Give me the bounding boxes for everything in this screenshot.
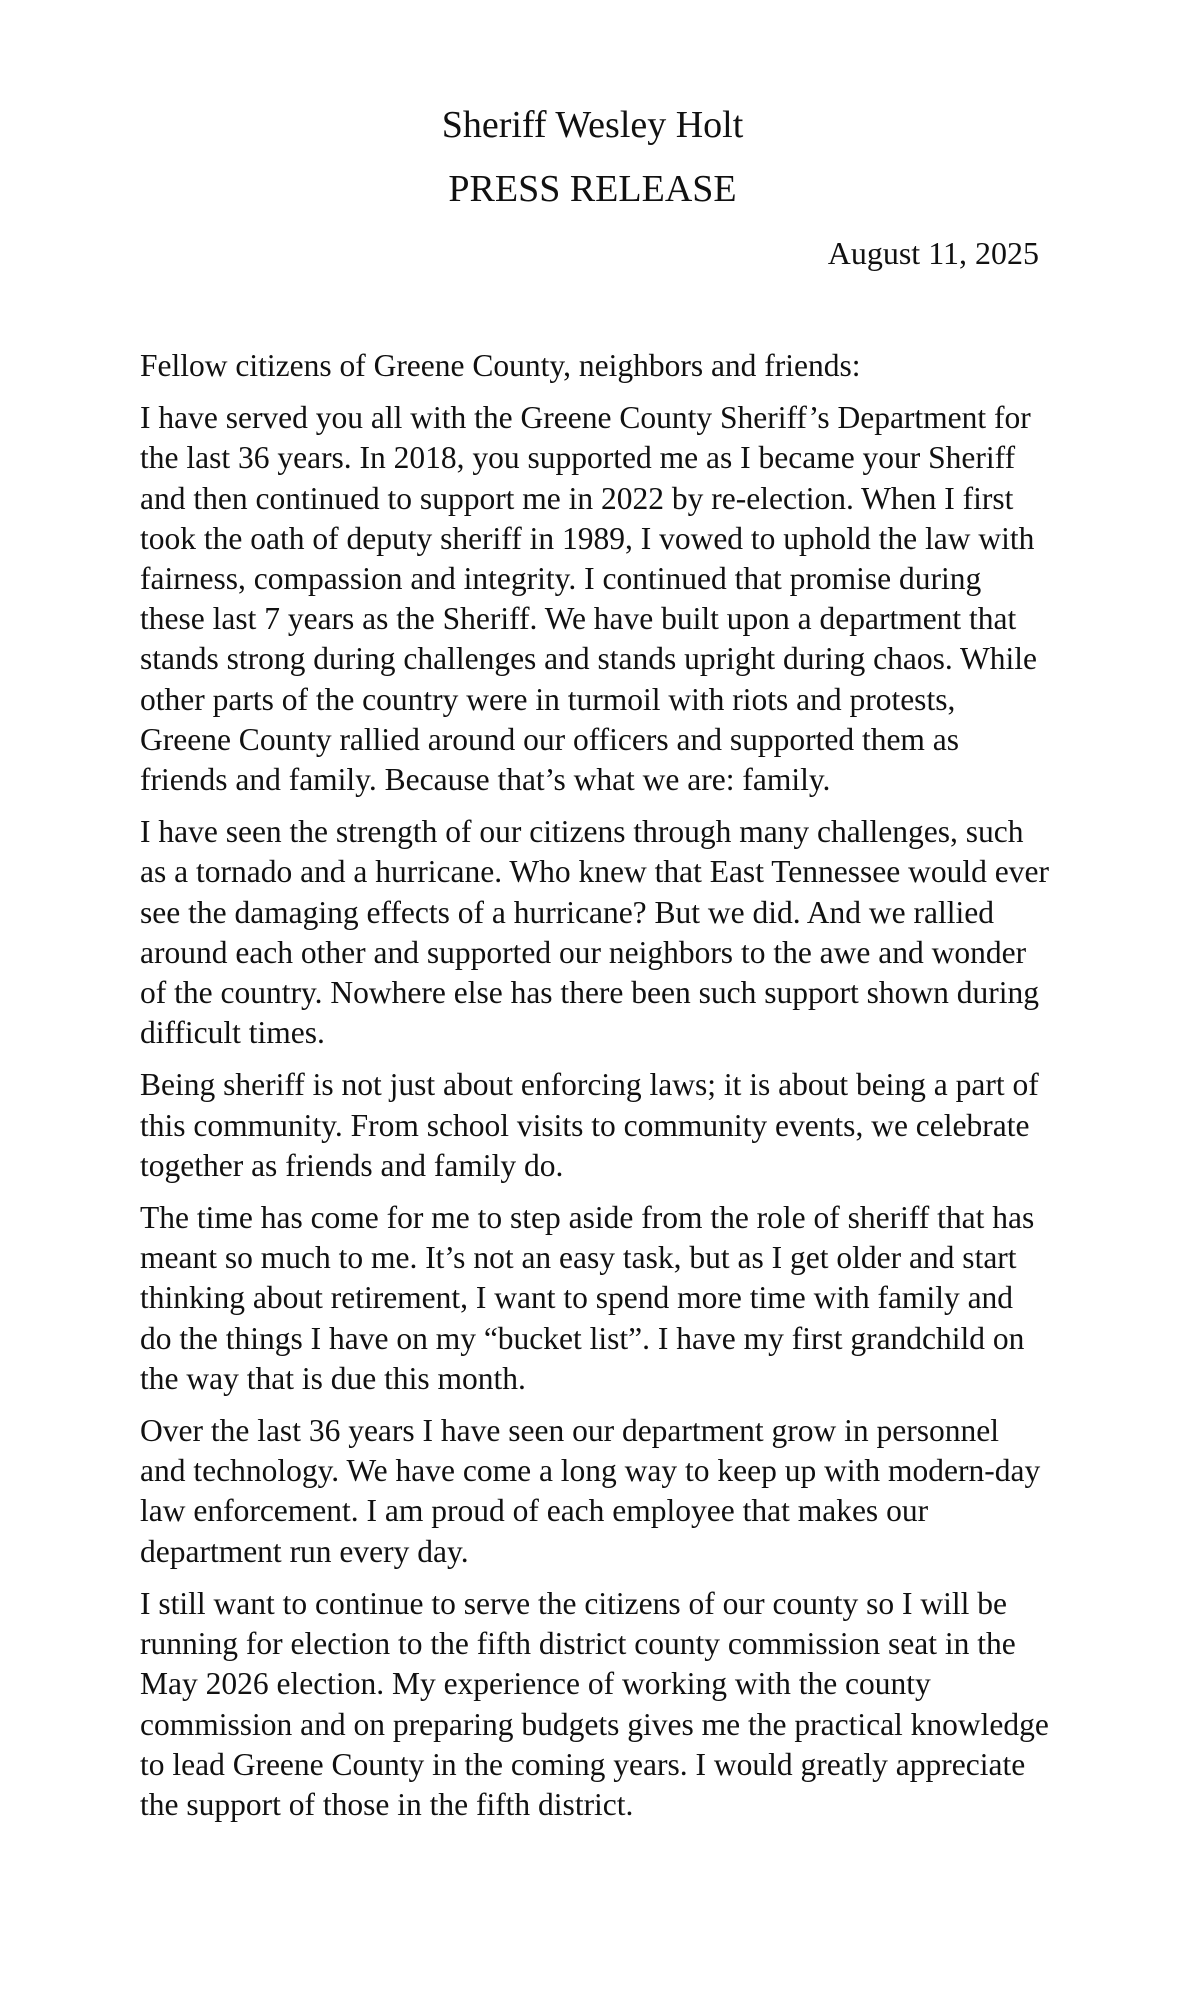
body-paragraph: I have served you all with the Greene County Sheriff’s Department for the last 36 years. In 2018, you supported me as I became your Sheriff and then continued to support me in 2022 by re-election. When I first took the oath of deputy sheriff in 1989, I vowed to uphold the law with fairness, compassion and integrity. I continued that promise during these last 7 years as the Sheriff. We have built upon a department that stands strong during challenges and stands upright during chaos. While other parts of the country were in turmoil with riots and protests, Greene County rallied around our officers and supported them as friends and family. Because that’s what we are: family. (140, 400, 1038, 798)
release-date: August 11, 2025 (827, 235, 1039, 271)
salutation: Fellow citizens of Greene County, neighbors and friends: (140, 348, 861, 383)
body-paragraph: I still want to continue to serve the citizens of our county so I will be running for election to the fifth district county commission seat in the May 2026 election. My experience of working with the county commission and on preparing budgets gives me the practical knowledge to lead Greene County in the coming years. I would greatly appreciate the support of those in the fifth district. (140, 1585, 1049, 1822)
sheriff-name: Sheriff Wesley Holt (441, 104, 744, 146)
body-paragraph: I have seen the strength of our citizens through many challenges, such as a tornado and a hurricane. Who knew that East Tennessee would ever see the damaging effects of a hurricane? But we did. And we rallied around each other and supported our neighbors to the awe and wonder of the country. Nowhere else has there been such support shown during difficult times. (140, 814, 1049, 1051)
body-paragraph: Over the last 36 years I have seen our department grow in personnel and technology. We have come a long way to keep up with modern-day law enforcement. I am proud of each employee that makes our department run every day. (140, 1413, 1041, 1569)
body-paragraph: The time has come for me to step aside from the role of sheriff that has meant so much to me. It’s not an easy task, but as I get older and start thinking about retirement, I want to spend more time with family and do the things I have on my “bucket list”. I have my first grandchild on the way that is due this month. (140, 1200, 1035, 1396)
document-title: PRESS RELEASE (448, 168, 737, 210)
document-header (0, 96, 1179, 218)
document-body (140, 346, 1050, 1837)
body-paragraph: Being sheriff is not just about enforcing laws; it is about being a part of this community. From school visits to community events, we celebrate together as friends and family do. (140, 1067, 1039, 1183)
